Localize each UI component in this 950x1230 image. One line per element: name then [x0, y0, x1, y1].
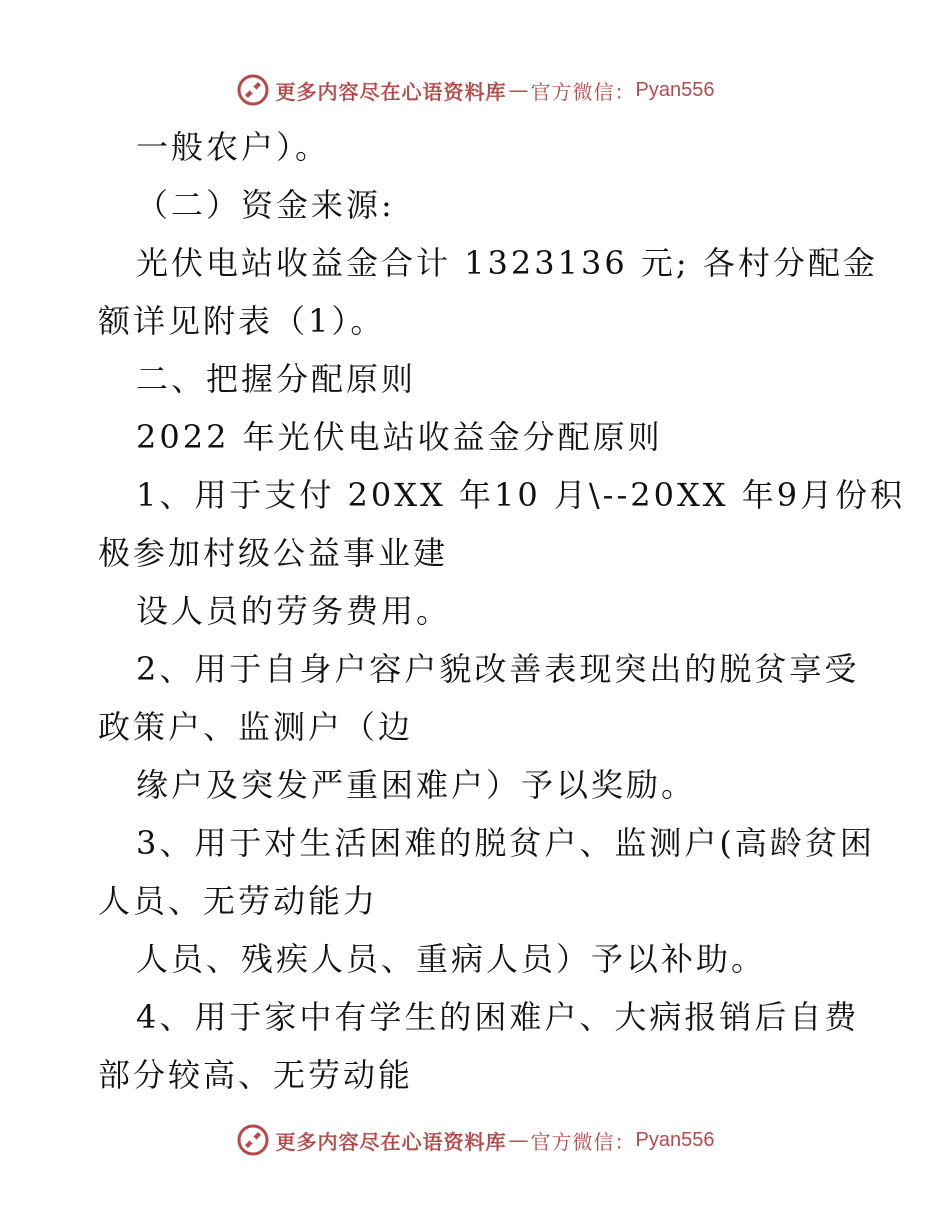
- text-line: 3、用于对生活困难的脱贫户、监测户(高龄贫困: [136, 824, 875, 862]
- text-line: 1、用于支付 20XX 年10 月\--20XX 年9月份积: [136, 476, 906, 514]
- banner-wechat-label: 官方微信：: [530, 1129, 636, 1154]
- banner-wechat-id: Pyan556: [635, 1128, 715, 1151]
- footer-banner: [0, 1120, 950, 1160]
- text-line: 一般农户）。: [136, 128, 331, 166]
- banner-site-name: 更多内容尽在心语资料库: [275, 79, 507, 104]
- text-line: 极参加村级公益事业建: [98, 534, 449, 572]
- logo-icon: [236, 73, 270, 107]
- text-line: 二、把握分配原则: [136, 360, 417, 398]
- text-line: 光伏电站收益金合计 1323136 元; 各村分配金: [136, 244, 878, 282]
- header-banner: [0, 70, 950, 110]
- banner-site-name: 更多内容尽在心语资料库: [275, 1129, 507, 1154]
- text-line: 人员、残疾人员、重病人员）予以补助。: [136, 940, 767, 978]
- banner-wechat-id: Pyan556: [635, 78, 715, 101]
- text-line: 4、用于家中有学生的困难户、大病报销后自费: [136, 998, 860, 1036]
- text-line: 缘户及突发严重困难户）予以奖励。: [136, 766, 697, 804]
- banner-wechat-label: 官方微信：: [530, 79, 636, 104]
- text-line: 设人员的劳务费用。: [136, 592, 452, 630]
- logo-icon: [236, 1123, 270, 1157]
- text-line: 额详见附表（1）。: [98, 302, 386, 340]
- text-line: （二）资金来源:: [136, 186, 395, 224]
- banner-dash: —: [508, 78, 529, 102]
- banner-dash: —: [508, 1128, 529, 1152]
- text-line: 政策户、监测户（边: [98, 708, 414, 746]
- text-line: 部分较高、无劳动能: [98, 1056, 414, 1094]
- document-body: [98, 118, 906, 1104]
- text-line: 人员、无劳动能力: [98, 882, 379, 920]
- text-line: 2022 年光伏电站收益金分配原则: [136, 418, 663, 456]
- text-line: 2、用于自身户容户貌改善表现突出的脱贫享受: [136, 650, 860, 688]
